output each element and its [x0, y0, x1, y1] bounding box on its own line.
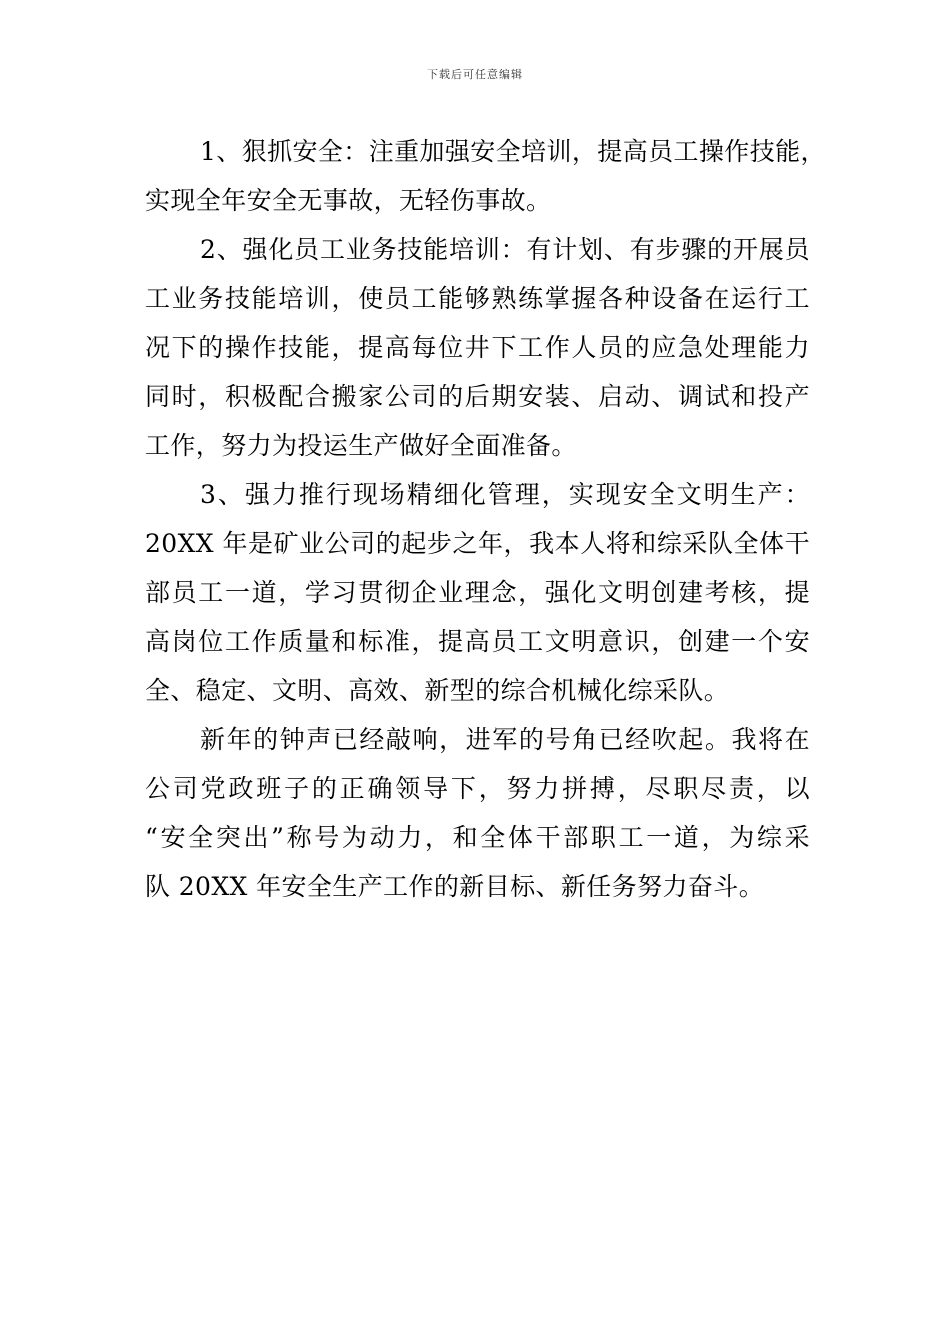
paragraph-line: 队 20XX 年安全生产工作的新目标、新任务努力奋斗。: [145, 872, 765, 901]
paragraph-line: 部员工一道，学习贯彻企业理念，强化文明创建考核，提: [145, 578, 810, 607]
paragraph-line: 1、狠抓安全：注重加强安全培训，提高员工操作技能，: [200, 137, 826, 166]
paragraph-line: 实现全年安全无事故，无轻伤事故。: [145, 186, 552, 215]
paragraph-line: “安全突出”称号为动力，和全体干部职工一道，为综采: [145, 823, 810, 852]
paragraph-line: 新年的钟声已经敲响，进军的号角已经吹起。我将在: [200, 725, 810, 754]
paragraph-line: 况下的操作技能，提高每位井下工作人员的应急处理能力: [145, 333, 810, 362]
paragraph-line: 公司党政班子的正确领导下，努力拼搏，尽职尽责，以: [145, 774, 810, 803]
paragraph-line: 工作，努力为投运生产做好全面准备。: [145, 431, 577, 460]
paragraph-line: 3、强力推行现场精细化管理，实现安全文明生产：: [200, 480, 810, 509]
paragraph-line: 2、强化员工业务技能培训：有计划、有步骤的开展员: [200, 235, 810, 264]
paragraph-new-year: [145, 715, 810, 911]
paragraph-line: 工业务技能培训，使员工能够熟练掌握各种设备在运行工: [145, 284, 810, 313]
paragraph-line: 同时，积极配合搬家公司的后期安装、启动、调试和投产: [145, 382, 810, 411]
paragraph-safety: [145, 127, 826, 225]
paragraph-training: [145, 225, 810, 470]
header-note: 下载后可任意编辑: [427, 68, 523, 81]
paragraph-line: 20XX 年是矿业公司的起步之年，我本人将和综采队全体干: [145, 529, 810, 558]
paragraph-line: 高岗位工作质量和标准，提高员工文明意识，创建一个安: [145, 627, 810, 656]
paragraph-line: 全、稳定、文明、高效、新型的综合机械化综采队。: [145, 676, 730, 705]
paragraph-management: [145, 470, 810, 715]
document-body: [145, 127, 826, 911]
